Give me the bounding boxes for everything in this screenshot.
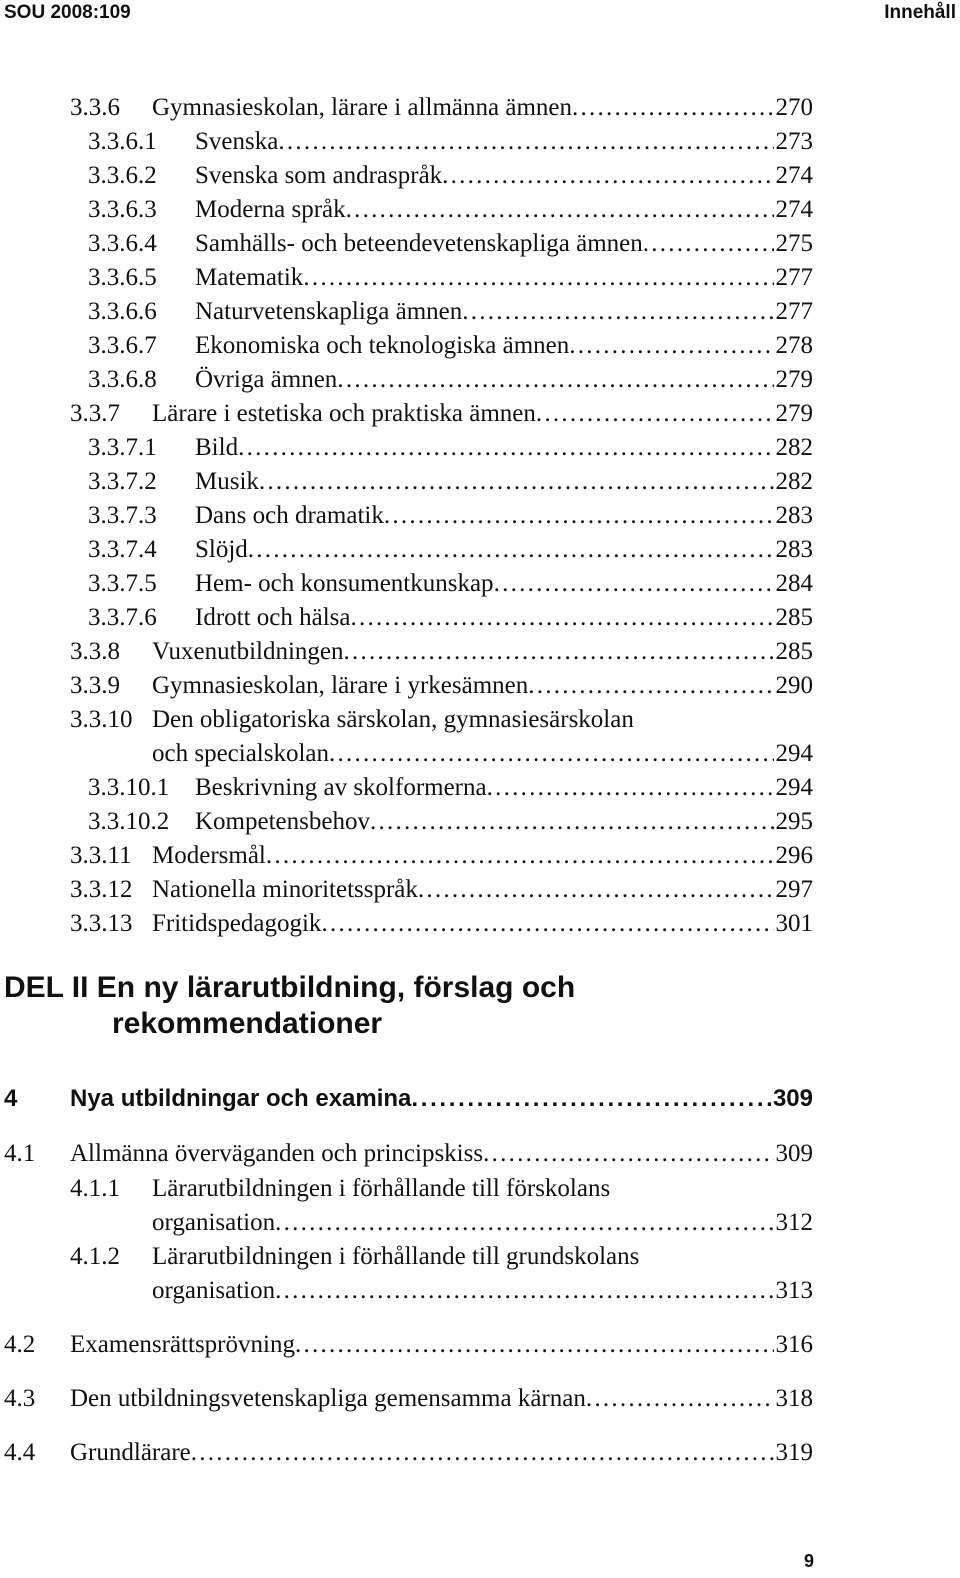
toc-entry-number: 3.3.6.3 (88, 196, 157, 223)
part-heading-line-1: DEL II En ny lärarutbildning, förslag och (4, 971, 576, 1004)
toc-entry-page: 279 (775, 366, 813, 393)
toc-entry-page: 282 (775, 468, 813, 495)
toc-entry-line (195, 432, 813, 464)
dot-leader (329, 738, 773, 770)
toc-entry-number: 3.3.7 (70, 400, 120, 427)
toc-entry (0, 1437, 960, 1471)
toc-entry-page: 270 (775, 94, 813, 121)
toc-entry-number: 4.1.1 (70, 1175, 120, 1202)
toc-entry-line (152, 840, 813, 872)
toc-entry-page: 309 (772, 1085, 813, 1112)
toc-entry-number: 3.3.13 (70, 910, 133, 937)
toc-entry-line (70, 1383, 813, 1415)
toc-entry-title: Den obligatoriska särskolan, gymnasiesärskolan (152, 706, 634, 733)
dot-leader (346, 194, 774, 226)
dot-leader (259, 466, 774, 498)
toc-entry-title: Övriga ämnen (195, 366, 338, 393)
dot-leader (191, 1437, 774, 1469)
toc-entry-title: Slöjd (195, 536, 248, 563)
dot-leader (418, 874, 774, 906)
toc-entry-line (152, 874, 813, 906)
toc-entry-line (195, 194, 813, 226)
toc-entry (0, 806, 960, 840)
toc-entry-page: 295 (775, 808, 813, 835)
dot-leader (586, 1383, 774, 1415)
toc-entry (0, 1083, 960, 1117)
dot-leader (483, 1138, 773, 1170)
toc-entry-number: 3.3.6.5 (88, 264, 157, 291)
toc-entry-title: Fritidspedagogik (152, 910, 322, 937)
toc-entry-number: 3.3.7.3 (88, 502, 157, 529)
toc-entry-line (195, 262, 813, 294)
toc-entry (0, 92, 960, 126)
toc-entry-title: Matematik (195, 264, 304, 291)
toc-entry-number: 3.3.11 (70, 842, 132, 869)
toc-entry (0, 602, 960, 636)
toc-entry-number: 4.4 (4, 1439, 36, 1466)
toc-entry (0, 840, 960, 874)
toc-entry-line (70, 1083, 813, 1115)
toc-entry-number: 3.3.10 (70, 706, 133, 733)
toc-entry-title: Vuxenutbildningen (152, 638, 344, 665)
toc-entry-page: 283 (775, 502, 813, 529)
toc-entry-page: 282 (775, 434, 813, 461)
toc-entry (0, 398, 960, 432)
toc-entry-title: Musik (195, 468, 259, 495)
toc-entry-number: 3.3.6.1 (88, 128, 157, 155)
toc-entry-page: 297 (775, 876, 813, 903)
toc-entry-number: 4.3 (4, 1385, 36, 1412)
toc-entry (0, 262, 960, 296)
dot-leader (238, 432, 773, 464)
toc-entry-line (152, 1275, 813, 1307)
toc-entry-number: 3.3.10.1 (88, 774, 170, 801)
toc-entry-line (195, 534, 813, 566)
toc-entry-page: 294 (775, 740, 813, 767)
dot-leader (370, 806, 774, 838)
dot-leader (569, 330, 773, 362)
toc-entry-page: 312 (775, 1209, 813, 1236)
toc-entry-title: Allmänna överväganden och principskiss (70, 1140, 484, 1167)
toc-entry-title-continued: organisation (152, 1209, 276, 1236)
toc-entry-number: 3.3.7.2 (88, 468, 157, 495)
dot-leader (536, 398, 774, 430)
toc-entry-title: Bild (195, 434, 239, 461)
toc-entry (0, 908, 960, 942)
dot-leader (303, 262, 773, 294)
toc-entry (0, 534, 960, 568)
dot-leader (351, 602, 774, 634)
toc-entry-number: 3.3.6.6 (88, 298, 157, 325)
toc-entry-page: 283 (775, 536, 813, 563)
toc-entry-number: 3.3.7.5 (88, 570, 157, 597)
toc-entry-line (195, 806, 813, 838)
toc-entry-line (152, 738, 813, 770)
toc-entry-title: Lärarutbildningen i förhållande till förskolans (152, 1175, 611, 1202)
section-title: Innehåll (884, 2, 956, 23)
toc-entry-line (195, 602, 813, 634)
toc-entry (0, 194, 960, 228)
toc-entry-page: 313 (775, 1277, 813, 1304)
toc-entry-page: 319 (775, 1439, 813, 1466)
toc-entry-page: 278 (775, 332, 813, 359)
toc-entry-number: 4.1 (4, 1140, 36, 1167)
toc-entry-line (195, 296, 813, 328)
toc-entry-number: 3.3.6.4 (88, 230, 157, 257)
dot-leader (337, 364, 773, 396)
toc-entry-title: Svenska (195, 128, 279, 155)
dot-leader (266, 840, 774, 872)
toc-entry-number: 4.1.2 (70, 1243, 120, 1270)
toc-entry (0, 874, 960, 908)
toc-entry-line (70, 1437, 813, 1469)
toc-entry-page: 309 (775, 1140, 813, 1167)
toc-entry-title: Gymnasieskolan, lärare i yrkesämnen (152, 672, 529, 699)
toc-entry-line (152, 908, 813, 940)
toc-entry-number: 3.3.6.8 (88, 366, 157, 393)
toc-entry-title: Moderna språk (195, 196, 346, 223)
dot-leader (321, 908, 773, 940)
toc-entry (0, 296, 960, 330)
toc-entry-line (195, 330, 813, 362)
dot-leader (344, 636, 774, 668)
toc-entry (0, 160, 960, 194)
dot-leader (275, 1275, 773, 1307)
toc-entry-number: 3.3.7.1 (88, 434, 157, 461)
toc-entry (0, 568, 960, 602)
toc-entry-line (195, 772, 813, 804)
toc-entry-title: Beskrivning av skolformerna (195, 774, 487, 801)
toc-entry (0, 772, 960, 806)
toc-entry-title: Kompetensbehov (195, 808, 370, 835)
toc-entry-page: 284 (775, 570, 813, 597)
toc-entry-number: 3.3.7.4 (88, 536, 157, 563)
toc-entry-title: Hem- och konsumentkunskap (195, 570, 494, 597)
toc-entry-page: 318 (775, 1385, 813, 1412)
toc-entry-page: 285 (775, 604, 813, 631)
toc-entry-line (195, 160, 813, 192)
toc-entry-page: 274 (775, 162, 813, 189)
dot-leader (643, 228, 774, 260)
dot-leader (248, 534, 774, 566)
toc-entry-line (152, 92, 813, 124)
toc-entry (0, 1138, 960, 1172)
dot-leader (295, 1329, 774, 1361)
part-heading (4, 970, 575, 1042)
toc-entry (0, 364, 960, 398)
toc-entry-line (152, 1207, 813, 1239)
toc-entry-number: 3.3.6.2 (88, 162, 157, 189)
toc-entry-line (70, 1138, 813, 1170)
dot-leader (411, 1083, 771, 1115)
toc-entry-number: 3.3.6 (70, 94, 120, 121)
toc-entry-page: 277 (775, 264, 813, 291)
toc-entry-number: 3.3.7.6 (88, 604, 157, 631)
toc-entry-title: Grundlärare (70, 1439, 191, 1466)
part-heading-line-2: rekommendationer (112, 1007, 383, 1040)
toc-entry-title: Svenska som andraspråk (195, 162, 443, 189)
toc-entry-number: 4.2 (4, 1331, 36, 1358)
dot-leader (528, 670, 773, 702)
toc-entry-page: 273 (775, 128, 813, 155)
toc-entry-line (195, 466, 813, 498)
page-number: 9 (803, 1551, 814, 1571)
dot-leader (278, 126, 773, 158)
toc-entry-title: Idrott och hälsa (195, 604, 351, 631)
toc-entry-line (195, 568, 813, 600)
toc-entry-title: Samhälls- och beteendevetenskapliga ämnen (195, 230, 643, 257)
toc-entry-page: 275 (775, 230, 813, 257)
toc-entry-page: 301 (775, 910, 813, 937)
toc-entry-line (70, 1329, 813, 1361)
toc-entry-page: 277 (775, 298, 813, 325)
dot-leader (487, 772, 774, 804)
toc-entry (0, 670, 960, 704)
toc-entry (0, 126, 960, 160)
toc-entry (0, 1173, 960, 1241)
toc-entry-line (152, 636, 813, 668)
dot-leader (462, 296, 773, 328)
toc-entry-title-continued: organisation (152, 1277, 276, 1304)
toc-entry (0, 1383, 960, 1417)
toc-entry (0, 636, 960, 670)
toc-entry-number: 4 (4, 1085, 18, 1112)
dot-leader (494, 568, 774, 600)
toc-entry-title: Lärare i estetiska och praktiska ämnen (152, 400, 536, 427)
toc-entry-line (152, 670, 813, 702)
toc-entry-line (195, 500, 813, 532)
dot-leader (275, 1207, 773, 1239)
toc-entry-line (195, 228, 813, 260)
toc-entry-number: 3.3.6.7 (88, 332, 157, 359)
dot-leader (442, 160, 773, 192)
toc-entry-page: 294 (775, 774, 813, 801)
toc-entry-title: Examensrättsprövning (70, 1331, 295, 1358)
toc-entry-title: Naturvetenskapliga ämnen (195, 298, 463, 325)
toc-entry (0, 432, 960, 466)
toc-entry-page: 274 (775, 196, 813, 223)
toc-entry-title: Nya utbildningar och examina (70, 1085, 412, 1112)
toc-entry-title: Dans och dramatik (195, 502, 384, 529)
toc-entry (0, 1329, 960, 1363)
toc-entry-title: Modersmål (152, 842, 266, 869)
toc-entry-title: Ekonomiska och teknologiska ämnen (195, 332, 570, 359)
toc-entry-line (152, 398, 813, 430)
toc-entry-page: 296 (775, 842, 813, 869)
toc-entry-number: 3.3.8 (70, 638, 120, 665)
dot-leader (384, 500, 774, 532)
toc-entry-page: 316 (775, 1331, 813, 1358)
toc-entry (0, 704, 960, 772)
toc-entry-number: 3.3.10.2 (88, 808, 170, 835)
toc-entry-line (195, 364, 813, 396)
toc-entry-title: Lärarutbildningen i förhållande till grundskolans (152, 1243, 640, 1270)
document-id: SOU 2008:109 (4, 2, 131, 23)
toc-entry (0, 466, 960, 500)
toc-entry (0, 228, 960, 262)
toc-entry-number: 3.3.12 (70, 876, 133, 903)
toc-entry-number: 3.3.9 (70, 672, 120, 699)
toc-entry-title: Den utbildningsvetenskapliga gemensamma kärnan (70, 1385, 586, 1412)
toc-entry-line (195, 126, 813, 158)
dot-leader (572, 92, 774, 124)
toc-entry (0, 1241, 960, 1309)
toc-entry-title: Nationella minoritetsspråk (152, 876, 418, 903)
toc-entry (0, 500, 960, 534)
toc-entry-page: 285 (775, 638, 813, 665)
toc-entry-page: 279 (775, 400, 813, 427)
toc-entry-title-continued: och specialskolan (152, 740, 330, 767)
toc-entry-page: 290 (775, 672, 813, 699)
toc-entry (0, 330, 960, 364)
toc-entry-title: Gymnasieskolan, lärare i allmänna ämnen (152, 94, 572, 121)
